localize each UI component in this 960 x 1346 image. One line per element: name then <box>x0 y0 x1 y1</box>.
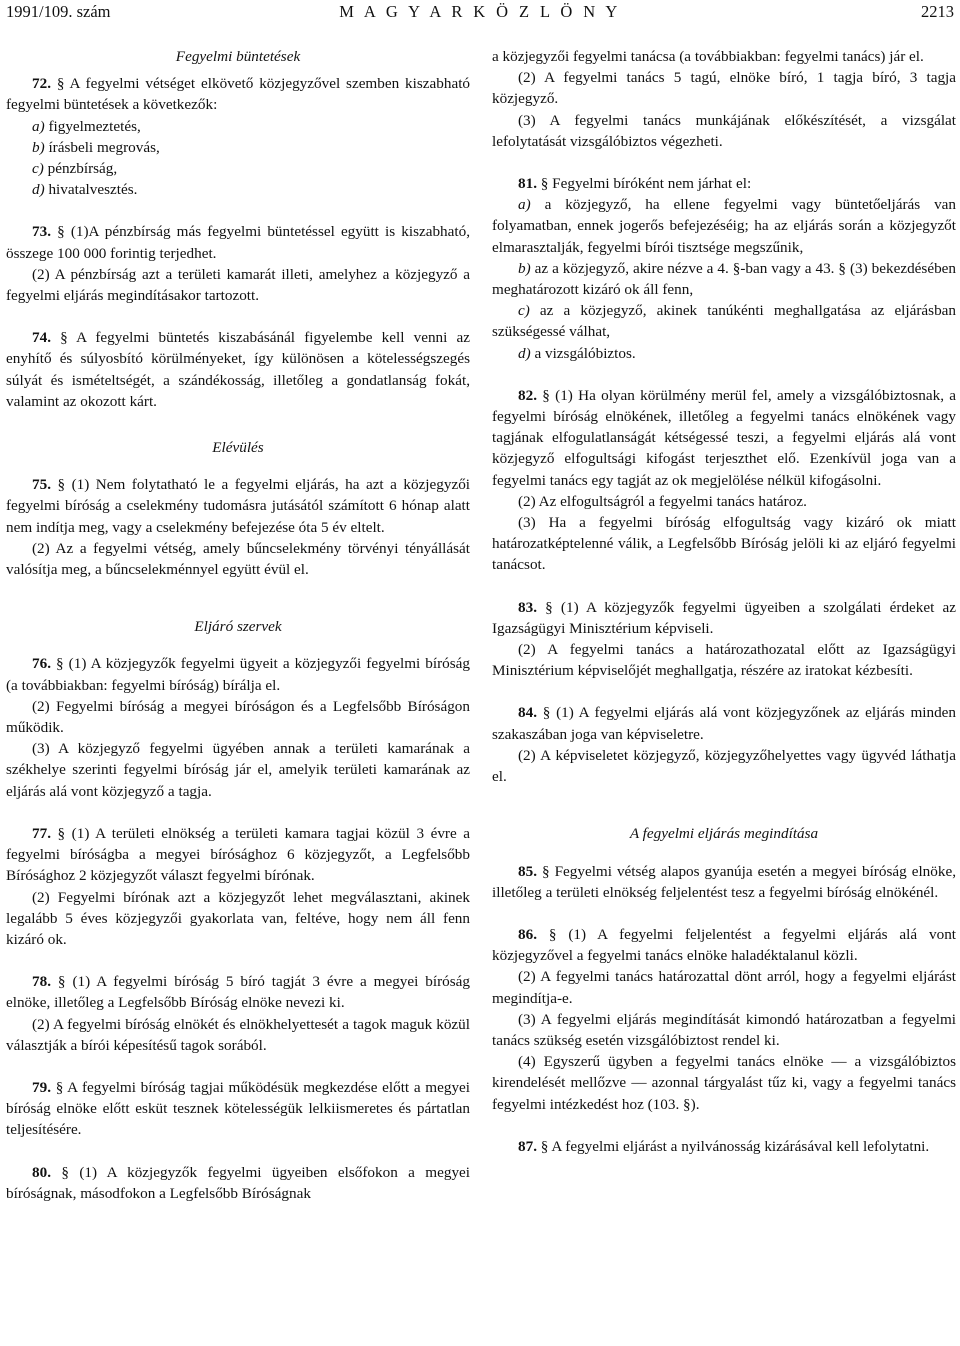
paragraph: (3) A fegyelmi tanács munkájának előkészítését, a vizsgálat lefolytatását vizsgálóbiztos végezheti. <box>492 111 956 150</box>
publication-title: M A G Y A R K Ö Z L Ö N Y <box>339 2 621 21</box>
section-number: 83. <box>518 598 537 616</box>
section-number: 79. <box>32 1078 51 1096</box>
paragraph-text: § Fegyelmi vétség alapos gyanúja esetén a megyei bíróság elnöke, illetőleg a területi elnökség feljelentést tesz a fegyelmi bíróság elnökénél. <box>492 862 956 901</box>
list-marker: b) <box>518 259 531 277</box>
section-number: 78. <box>32 973 51 991</box>
paragraph: (2) A fegyelmi tanács a határozathozatal előtt az Igazságügyi Minisztérium képviselőjét meghallgatja, részére az iratokat kézbesíti. <box>492 641 956 680</box>
section-number: 74. <box>32 329 51 347</box>
paragraph: (3) A fegyelmi eljárás megindítását kimondó határozatban a fegyelmi tanács szükség esetén vizsgálóbiztost rendel ki. <box>492 1010 956 1049</box>
paragraph-text: § Fegyelmi bíróként nem járhat el: <box>540 175 752 193</box>
list-text: az a közjegyző, akinek tanúkénti meghallgatása az eljárásban szükségessé válhat, <box>492 302 956 341</box>
list-text: figyelmeztetés, <box>48 117 141 135</box>
paragraph-86 <box>492 924 956 966</box>
section-number: 80. <box>32 1163 51 1181</box>
section-number: 85. <box>518 862 537 880</box>
section-number: 75. <box>32 476 51 494</box>
list-item <box>6 137 470 158</box>
paragraph-85 <box>492 861 956 903</box>
paragraph-72 <box>6 73 470 115</box>
page-number: 2213 <box>921 2 954 21</box>
paragraph: (4) Egyszerű ügyben a fegyelmi tanács elnöke — a vizsgálóbiztos kirendelését mellőzve — azonnal tárgyalást tűz ki, vagy a fegyelmi tanács fegyelmi intézkedést hoz (103. §). <box>492 1053 956 1113</box>
paragraph: (3) A közjegyző fegyelmi ügyében annak a területi kamarának a székhelye szerinti fegyelmi bíróság jár el, amelyik területi kamarának az eljárás alá vont közjegyző a tagja. <box>6 740 470 800</box>
paragraph-text: § (1) A területi elnökség a területi kamara tagjai közül 3 évre a fegyelmi bíróságba a megyei bírósághoz 6 közjegyzőt, a Legfelsőbb Bírósághoz 2 közjegyzőt választ fegyelmi bírónak. <box>6 824 470 885</box>
section-heading: A fegyelmi eljárás megindítása <box>629 825 819 843</box>
list-item <box>6 158 470 179</box>
left-column <box>6 46 470 1204</box>
paragraph: (2) Fegyelmi bírónak azt a közjegyzőt lehet megválasztani, akinek legalább 5 éves közjegyzői gyakorlata van, feltéve, hogy nem áll fenn kizáró ok. <box>6 888 470 948</box>
paragraph-text: § (1)A pénzbírság más fegyelmi büntetéssel együtt is kiszabható, összege 100 000 forintig terjedhet. <box>6 223 471 262</box>
paragraph-79 <box>6 1077 470 1141</box>
list-marker: c) <box>518 302 530 320</box>
right-column <box>492 46 956 1157</box>
paragraph-83 <box>492 597 956 639</box>
section-number: 86. <box>518 925 537 943</box>
paragraph: (2) Az elfogultságról a fegyelmi tanács határoz. <box>518 492 807 510</box>
paragraph-76 <box>6 653 470 695</box>
paragraph-text: § A fegyelmi vétséget elkövető közjegyzővel szemben kiszabható fegyelmi büntetések a következők: <box>6 75 471 114</box>
section-number: 73. <box>32 223 51 241</box>
list-text: a vizsgálóbiztos. <box>534 344 636 362</box>
list-item <box>6 116 470 137</box>
paragraph-74 <box>6 327 470 412</box>
paragraph: (2) Az a fegyelmi vétség, amely bűncselekmény törvényi tényállását valósítja meg, a bűncselekménnyel együtt évül el. <box>6 539 470 579</box>
list-marker: a) <box>32 117 45 135</box>
paragraph-continued: a közjegyzői fegyelmi tanácsa (a továbbiakban: fegyelmi tanács) jár el. <box>492 48 924 65</box>
list-text: pénzbírság, <box>47 160 118 178</box>
section-number: 76. <box>32 655 51 673</box>
paragraph-75 <box>6 474 470 538</box>
page-header <box>6 0 954 26</box>
section-number: 72. <box>32 75 51 93</box>
paragraph-text: § A fegyelmi büntetés kiszabásánál figyelembe kell venni az enyhítő és súlyosbító körülményeket, így különösen a kötelességszegés súlyát és ismételtségét, a szándékosság, illetőleg a gondatlanság fokát, valamint az okozott kárt. <box>6 329 470 410</box>
paragraph-text: § (1) A közjegyzők fegyelmi ügyeiben elsőfokon a megyei bíróságnak, másodfokon a Legfelsőbb Bíróságnak <box>6 1163 471 1202</box>
paragraph: (3) Ha a fegyelmi bíróság elfogultság vagy kizáró ok miatt határozatképtelenné válik, a Legfelsőbb Bíróság jelöli ki az eljáró fegyelmi tanácsot. <box>492 514 956 574</box>
list-item <box>492 258 956 300</box>
paragraph-text: § A fegyelmi eljárást a nyilvánosság kizárásával kell lefolytatni. <box>540 1137 930 1155</box>
paragraph: (2) A fegyelmi tanács 5 tagú, elnöke bíró, 1 tagja bíró, 3 tagja közjegyző. <box>492 69 956 108</box>
section-heading: Eljáró szervek <box>194 618 282 636</box>
list-item <box>6 179 470 200</box>
paragraph: (2) A pénzbírság azt a területi kamarát illeti, amelyhez a közjegyző a fegyelmi eljárás megindításakor tartozott. <box>6 265 470 305</box>
section-heading: Fegyelmi büntetések <box>175 48 301 65</box>
paragraph-text: § (1) A közjegyzők fegyelmi ügyeit a közjegyzői fegyelmi bíróság (a továbbiakban: fegyelmi bíróság) bírálja el. <box>6 655 470 694</box>
list-text: hivatalvesztés. <box>48 181 138 199</box>
paragraph-78 <box>6 971 470 1013</box>
paragraph-87 <box>492 1136 956 1157</box>
section-number: 87. <box>518 1137 537 1155</box>
paragraph: (2) Fegyelmi bíróság a megyei bíróságon és a Legfelsőbb Bíróságon működik. <box>6 697 470 737</box>
paragraph-text: § (1) A fegyelmi feljelentést a fegyelmi eljárás alá vont közjegyzővel a fegyelmi tanács elnöke haladéktalanul közli. <box>492 925 957 965</box>
list-marker: d) <box>518 344 531 362</box>
paragraph-84 <box>492 702 956 744</box>
paragraph: (2) A képviseletet közjegyző, közjegyzőhelyettes vagy ügyvéd láthatja el. <box>492 746 956 786</box>
list-text: a közjegyző, ha ellene fegyelmi vagy büntetőeljárás van folyamatban, ennek jogerős befejezéséig; ha az eljárás során a közjegyzőt elmarasztalják, fegyelmi bírói tisztsége megszűnik, <box>492 196 957 256</box>
paragraph: (2) A fegyelmi tanács határozattal dönt arról, hogy a fegyelmi eljárást megindítja-e. <box>492 968 956 1007</box>
list-text: az a közjegyző, akire nézve a 4. §-ban vagy a 43. § (3) bekezdésében meghatározott kizáró ok áll fenn, <box>492 259 956 299</box>
paragraph-77 <box>6 823 470 887</box>
list-marker: c) <box>32 160 44 178</box>
section-number: 82. <box>518 386 537 404</box>
paragraph-81 <box>492 173 956 194</box>
paragraph-text: § (1) Nem folytatható le a fegyelmi eljárás, ha azt a közjegyzői fegyelmi bíróság a cselekmény tudomásra jutásától számított 6 hónap alatt nem indítja meg, vagy a cselekmény befejezése óta 5 év eltelt. <box>6 476 471 536</box>
list-item <box>492 343 956 364</box>
section-number: 81. <box>518 175 537 193</box>
paragraph-text: § (1) A fegyelmi eljárás alá vont közjegyzőnek az eljárás minden szakaszában joga van képviseletre. <box>492 704 957 743</box>
section-number: 84. <box>518 704 537 722</box>
list-text: írásbeli megrovás, <box>48 138 160 156</box>
paragraph-82 <box>492 385 956 491</box>
paragraph-text: § (1) A közjegyzők fegyelmi ügyeiben a szolgálati érdeket az Igazságügyi Minisztérium képviseli. <box>492 598 957 637</box>
list-item <box>492 300 956 342</box>
paragraph-text: § (1) A fegyelmi bíróság 5 bíró tagját 3 évre a megyei bíróság elnöke, illetőleg a Legfelsőbb Bíróság elnöke nevezi ki. <box>6 973 470 1012</box>
paragraph-text: § A fegyelmi bíróság tagjai működésük megkezdése előtt a megyei bíróság elnöke előtt esküt tesznek kötelességük lelkiismeretes és pártatlan teljesítésére. <box>6 1078 470 1139</box>
paragraph: (2) A fegyelmi bíróság elnökét és elnökhelyettesét a tagok maguk közül választják a bírói képesítésű tagok sorából. <box>6 1015 470 1054</box>
paragraph-text: § (1) Ha olyan körülmény merül fel, amely a vizsgálóbiztosnak, a fegyelmi bíróság elnökének, illetőleg a fegyelmi tanács elnökének vagy tagjának elfogulatlanságát kétségessé teszi, a fegyelmi eljárás alá vont közjegyző elfogultsági kifogást terjeszthet elő. Ezenkívül joga van a fegyelmi tanács egy tagját az ok megjelölése nélkül kifogásolni. <box>492 386 957 489</box>
list-item <box>492 194 956 258</box>
issue-number: 1991/109. szám <box>6 2 111 21</box>
list-marker: d) <box>32 181 45 199</box>
paragraph-80 <box>6 1162 470 1204</box>
section-number: 77. <box>32 824 51 842</box>
paragraph-73 <box>6 221 470 263</box>
list-marker: a) <box>518 196 531 214</box>
list-marker: b) <box>32 138 45 156</box>
section-heading: Elévülés <box>212 439 264 457</box>
